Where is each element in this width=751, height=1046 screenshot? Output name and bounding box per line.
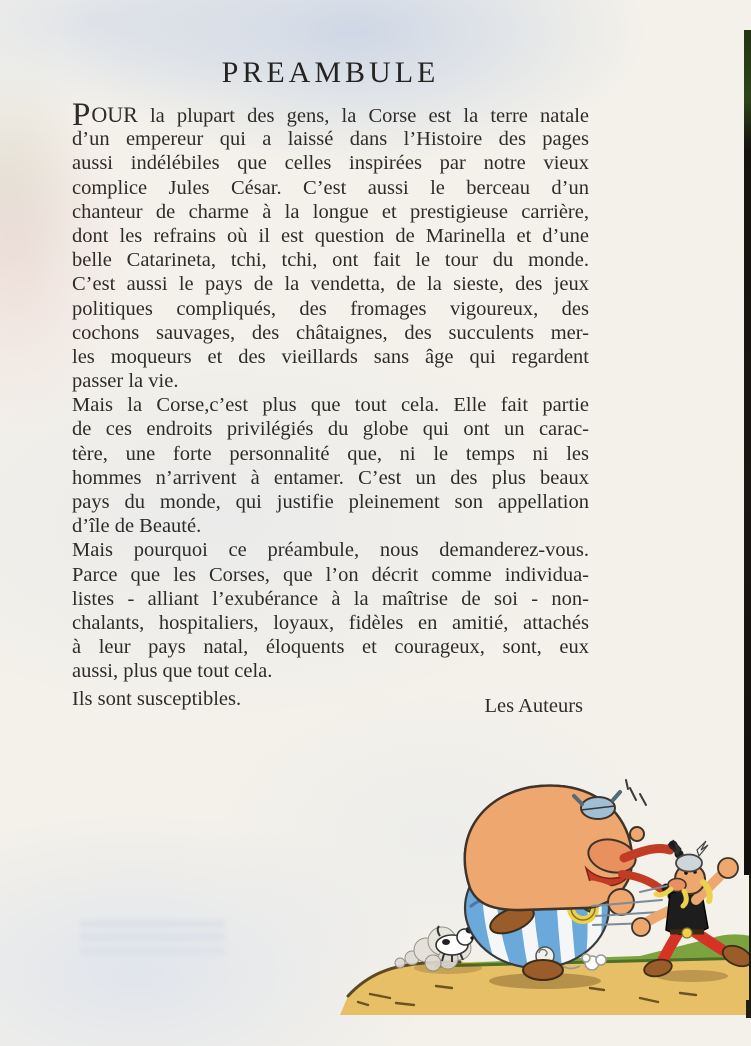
shock-marks <box>626 780 646 805</box>
text-line: dont les refrains où il est question de Marinella et d’une <box>72 224 589 247</box>
text-line: complice Jules César. C’est aussi le berceau d’un <box>72 176 589 199</box>
asterix-helmet <box>668 840 708 872</box>
text-line: Parce que les Corses, que l’on décrit comme individua- <box>72 563 589 586</box>
text-line: Mais pourquoi ce préambule, nous demanderez-vous. <box>72 539 589 562</box>
text-line: POUR la plupart des gens, la Corse est la terre natale <box>72 97 589 133</box>
page-edge-shadow <box>744 30 751 875</box>
text-line: aussi, plus que tout cela. <box>72 660 273 683</box>
text-line: listes - alliant l’exubérance à la maîtrise de soi - non- <box>72 587 589 610</box>
text-line: Mais la Corse,c’est plus que tout cela. Elle fait partie <box>72 394 589 417</box>
text-line: tère, une forte personnalité que, ni le temps ni les <box>72 442 589 465</box>
authors-signature: Les Auteurs <box>484 695 583 717</box>
closing-line: Ils sont susceptibles. <box>72 688 242 710</box>
text-line: C’est aussi le pays de la vendetta, de la sieste, des jeux <box>72 273 589 296</box>
text-line: chalants, hospitaliers, loyaux, fidèles en amitié, attachés <box>72 611 589 634</box>
asterix-obelix-illustration <box>340 760 751 1015</box>
text-line: aussi indélébiles que celles inspirées par notre vieux <box>72 152 589 175</box>
text-block <box>72 97 589 684</box>
text-line: pays du monde, qui justifie pleinement son appellation <box>72 491 589 513</box>
closing-row <box>72 688 589 717</box>
text-line: cochons sauvages, des châtaignes, des succulents mer- <box>72 321 589 344</box>
text-line: les moqueurs et des vieillards sans âge qui regardent <box>72 345 589 368</box>
text-line: politiques compliqués, des fromages vigoureux, des <box>72 297 589 320</box>
obelix-figure <box>465 780 684 980</box>
text-line: chanteur de charme à la longue et prestigieuse carrière, <box>72 200 589 223</box>
text-line: d’un empereur qui a laissé dans l’Histoire des pages <box>72 128 589 151</box>
page-edge-corner <box>746 1000 751 1018</box>
text-line: belle Catarineta, tchi, tchi, ont fait le tour du monde. <box>72 249 589 272</box>
text-line: d’île de Beauté. <box>72 515 202 538</box>
page-title: PREAMBULE <box>221 56 440 89</box>
text-line: à leur pays natal, éloquents et courageux, sont, eux <box>72 636 589 659</box>
text-line: de ces endroits privilégiés du globe qui ont un carac- <box>72 418 589 441</box>
text-line: hommes n’arrivent à entamer. C’est un des plus beaux <box>72 466 589 489</box>
show-through-stamp <box>80 908 225 966</box>
text-line: passer la vie. <box>72 370 179 393</box>
